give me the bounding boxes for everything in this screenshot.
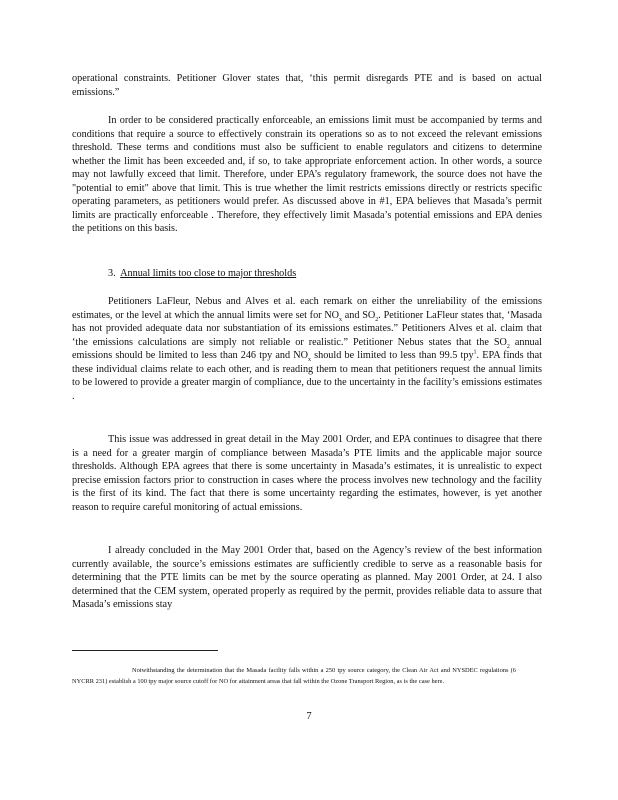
footnote-divider bbox=[72, 650, 218, 651]
text-run: . Petitioner LaFleur states that, ‘Masada has not provided adequate data nor substantiation of its emissions estimates.” Petitioners Alves et al. claim that ‘the emissions calculations are simply not reliable or realistic.” Petitioner Nebus states that the SO bbox=[72, 309, 543, 348]
subscript: 2 bbox=[506, 343, 510, 350]
footnote-marker: 1 bbox=[473, 349, 477, 356]
subscript: x bbox=[339, 316, 343, 323]
text-run: . EPA finds that these individual claims relate to each other, and is reading them to mean that petitioners request the annual limits to be lowered to provide a greater margin of compliance, due to the uncertainty in the facility’s emissions estimates . bbox=[72, 350, 542, 402]
paragraph-text: In order to be considered practically enforceable, an emissions limit must be accompanied by terms and conditions that require a source to effectively constrain its operations so as to not exceed the relevant emissions threshold. These terms and conditions must also be sufficient to enable regulators and citizens to determine whether the limit has been exceeded and, if so, to take appropriate enforcement action. In other words, a source may not lawfully exceed that limit. Therefore, under EPA’s regulatory framework, the source does not have the "potential to emit" above that limit. This is true whether the limit restricts emissions directly or restricts specific operating parameters, as petitioners would prefer. As discussed above in #1, EPA believes that Masada’s permit limits are practically enforceable . Therefore, they effectively limit Masada’s potential emissions and EPA denies the petitions on this basis. bbox=[72, 115, 542, 234]
paragraph-continued bbox=[72, 72, 542, 99]
text-run: and SO bbox=[342, 309, 376, 321]
paragraph-text: I already concluded in the May 2001 Order that, based on the Agency’s review of the best information currently available, the source’s emissions estimates are sufficiently credible to serve as a reasonable basis for determining that the PTE limits can be met by the source operating as planned. May 2001 Order, at 24. I also determined that the CEM system, operated properly as required by the permit, provides reliable data to assure that Masada’s emissions stay bbox=[72, 545, 542, 610]
paragraph-text: This issue was addressed in great detail in the May 2001 Order, and EPA continues to disagree that there is a need for a greater margin of compliance between Masada’s PTE limits and the applicable major source thresholds. Although EPA agrees that there is some uncertainty in Masada’s estimates, it is unrealistic to expect precise emission factors prior to construction in cases where the process involves new technology and the facility is the first of its kind. The fact that there is some uncertainty regarding the estimates, however, is yet another reason to require careful monitoring of actual emissions. bbox=[72, 434, 542, 513]
page-number: 7 bbox=[306, 711, 312, 722]
paragraph-conclusion bbox=[72, 544, 542, 612]
paragraph-text bbox=[72, 295, 542, 403]
paragraph-enforceability bbox=[72, 114, 542, 236]
paragraph-text: operational constraints. Petitioner Glover states that, ‘this permit disregards PTE and is based on actual emissions.” bbox=[72, 73, 542, 98]
footnote: Notwithstanding the determination that the Masada facility falls within a 250 tpy source category, the Clean Air Act and NYSDEC regulations (6 NYCRR 231) establish a 100 tpy major source cutoff for NO for attainment areas that fall within the Ozone Transport Region, as is the case here. bbox=[72, 667, 516, 685]
heading-number: 3. bbox=[108, 268, 116, 279]
text-run: should be limited to less than 99.5 tpy bbox=[310, 350, 474, 361]
subscript: 2 bbox=[375, 316, 379, 323]
text-run: Petitioners LaFleur, Nebus and Alves et al. each remark on either the unreliability of the emissions estimates, or the level at which the annual limits were set for NO bbox=[72, 296, 542, 321]
paragraph-petitioners bbox=[72, 295, 542, 403]
heading-title: Annual limits too close to major thresholds bbox=[120, 268, 297, 279]
subscript: x bbox=[307, 357, 311, 364]
text-run: annual emissions should be limited to less than 246 tpy and NO bbox=[72, 336, 543, 361]
section-heading bbox=[108, 267, 296, 281]
paragraph-issue-addressed bbox=[72, 433, 542, 514]
